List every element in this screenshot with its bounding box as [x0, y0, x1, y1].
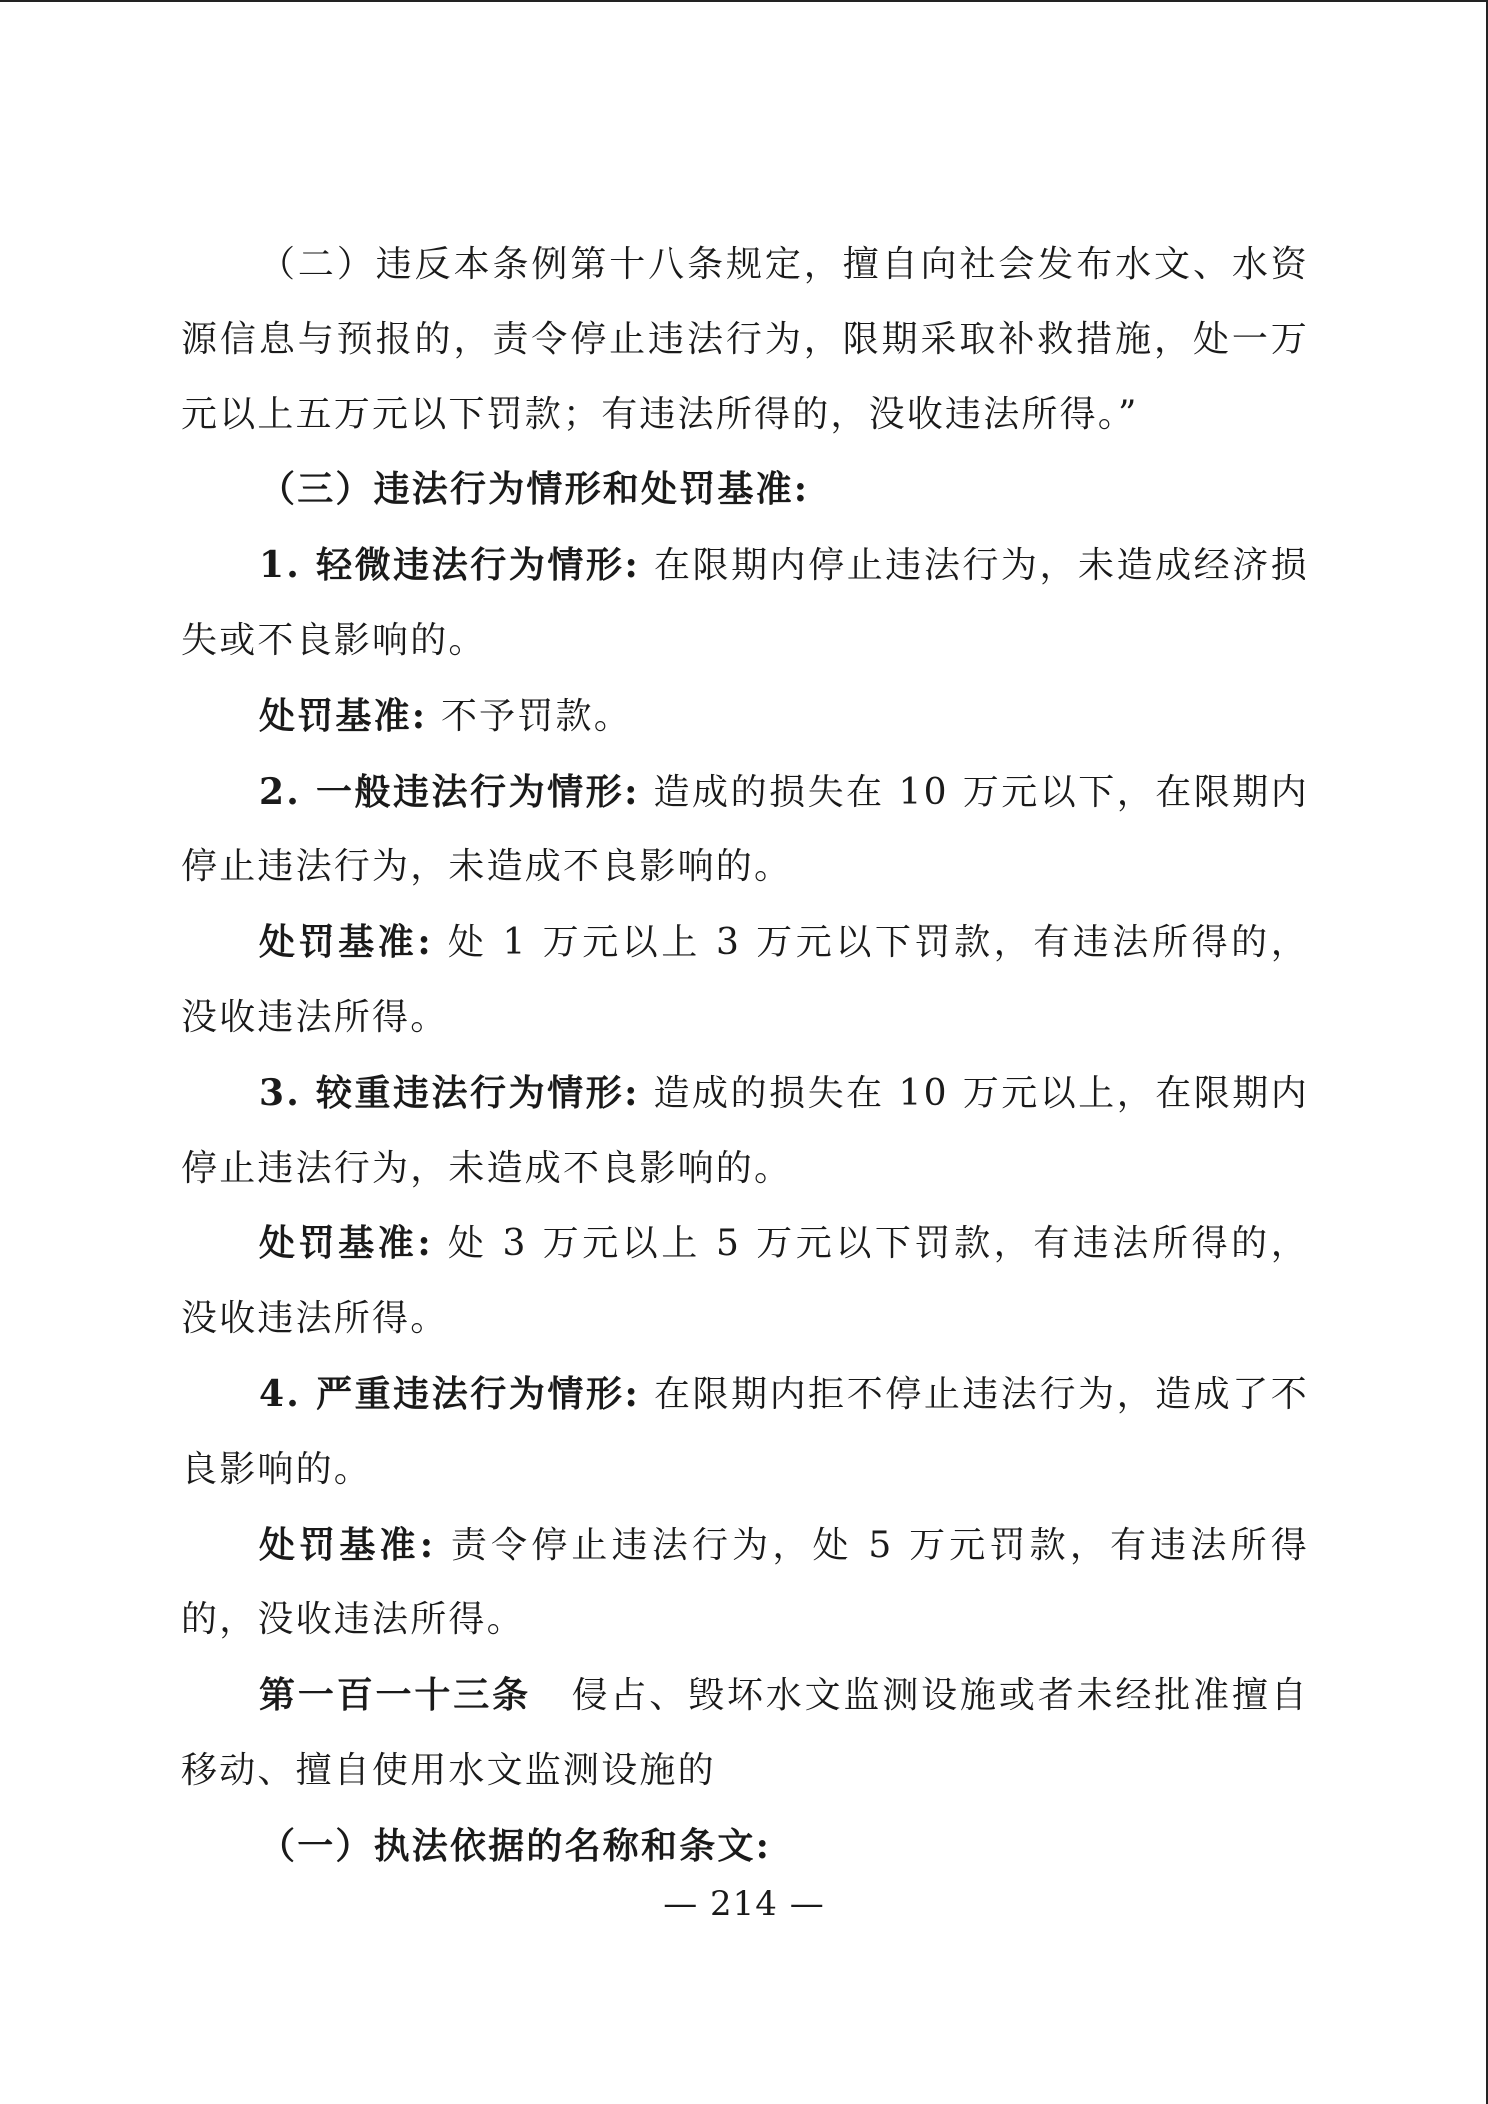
- paragraph-text: 责令停止违法行为，处 5 万元罚款，有违法所得的，没收违法所得。: [181, 1524, 1309, 1641]
- heading-violation-circumstances: [181, 452, 1309, 528]
- section-heading: （三）违法行为情形和处罚基准:: [259, 468, 810, 511]
- paragraph-text: 处 1 万元以上 3 万元以下罚款，有违法所得的，没收违法所得。: [181, 922, 1309, 1038]
- circumstance-label: 2. 一般违法行为情形:: [259, 770, 640, 813]
- paragraph-text: 处 3 万元以上 5 万元以下罚款，有违法所得的，没收违法所得。: [181, 1223, 1309, 1340]
- circumstance-label: 4. 严重违法行为情形:: [259, 1372, 640, 1415]
- paragraph-severe-violation: [181, 1357, 1309, 1508]
- heading-enforcement-basis: [181, 1809, 1309, 1885]
- paragraph-serious-violation: [181, 1056, 1309, 1207]
- penalty-label: 处罚基准:: [259, 1523, 436, 1566]
- paragraph-severe-penalty: [181, 1508, 1309, 1659]
- paragraph-text: 侵占、毁坏水文监测设施或者未经批准擅自移动、擅自使用水文监测设施的: [181, 1675, 1309, 1791]
- circumstance-label: 1. 轻微违法行为情形:: [259, 544, 640, 587]
- paragraph-minor-penalty: [181, 679, 1309, 755]
- paragraph-serious-penalty: [181, 1206, 1309, 1357]
- section-heading: （一）执法依据的名称和条文:: [259, 1824, 772, 1867]
- page-number: — 214 —: [663, 1884, 825, 1924]
- paragraph-text: 在限期内停止违法行为，未造成经济损失或不良影响的。: [181, 545, 1309, 661]
- paragraph-text: 造成的损失在 10 万元以上，在限期内停止违法行为，未造成不良影响的。: [181, 1072, 1309, 1189]
- circumstance-label: 3. 较重违法行为情形:: [259, 1071, 640, 1114]
- paragraph-text: 造成的损失在 10 万元以下，在限期内停止违法行为，未造成不良影响的。: [181, 771, 1309, 888]
- paragraph-text: 在限期内拒不停止违法行为，造成了不良影响的。: [181, 1373, 1309, 1490]
- article-number: 第一百一十三条: [259, 1674, 531, 1717]
- paragraph-text: 不予罚款。: [440, 695, 632, 737]
- penalty-label: 处罚基准:: [259, 694, 428, 737]
- paragraph-clause-two: [181, 228, 1309, 452]
- paragraph-general-violation: [181, 755, 1309, 906]
- document-body: [181, 228, 1309, 1885]
- paragraph-general-penalty: [181, 905, 1309, 1056]
- penalty-label: 处罚基准:: [259, 1222, 433, 1265]
- paragraph-minor-violation: [181, 528, 1309, 679]
- paragraph-article-113: [181, 1658, 1309, 1809]
- penalty-label: 处罚基准:: [259, 921, 433, 964]
- paragraph-text: （二）违反本条例第十八条规定，擅自向社会发布水文、水资源信息与预报的，责令停止违法行为，限期采取补救措施，处一万元以上五万元以下罚款；有违法所得的，没收违法所得。”: [181, 244, 1309, 435]
